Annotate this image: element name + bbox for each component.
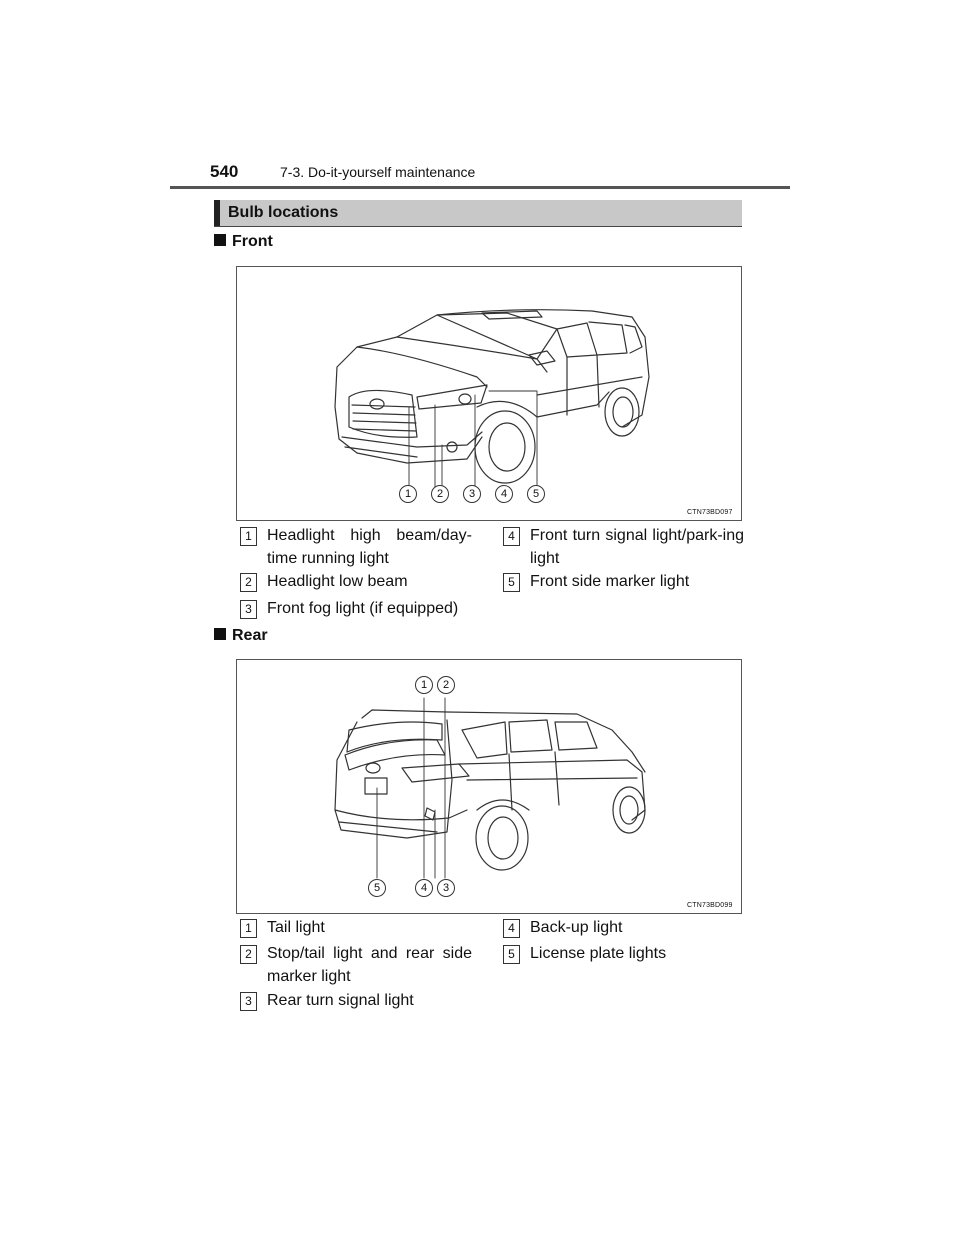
legend-text: Stop/tail light and rear side marker light bbox=[267, 945, 472, 985]
legend-text: License plate lights bbox=[530, 945, 667, 962]
legend-number: 3 bbox=[240, 600, 257, 619]
front-legend-item bbox=[240, 597, 470, 621]
front-legend-item bbox=[503, 570, 743, 594]
rear-callout-2: 2 bbox=[437, 676, 455, 694]
legend-number: 1 bbox=[240, 527, 257, 546]
front-figure-code: CTN73BD097 bbox=[687, 509, 733, 516]
square-bullet-icon bbox=[214, 628, 226, 640]
front-callout-4: 4 bbox=[495, 485, 513, 503]
rear-legend-item bbox=[240, 942, 470, 990]
rear-vehicle-illustration bbox=[237, 660, 741, 913]
rear-heading bbox=[214, 627, 268, 645]
rear-callout-5: 5 bbox=[368, 879, 386, 897]
front-callout-5: 5 bbox=[527, 485, 545, 503]
legend-text: Rear turn signal light bbox=[267, 992, 414, 1009]
front-heading-text: Front bbox=[232, 233, 273, 250]
rear-heading-text: Rear bbox=[232, 627, 268, 644]
legend-number: 2 bbox=[240, 945, 257, 964]
rear-figure-code: CTN73BD099 bbox=[687, 902, 733, 909]
header-rule bbox=[170, 186, 790, 189]
rear-legend-item bbox=[503, 942, 743, 966]
section-heading-underline bbox=[214, 226, 742, 227]
front-legend-item bbox=[503, 524, 743, 572]
rear-legend-item bbox=[503, 916, 743, 940]
rear-callout-3: 3 bbox=[437, 879, 455, 897]
legend-number: 4 bbox=[503, 527, 520, 546]
page-number: 540 bbox=[210, 162, 239, 181]
legend-text: Front fog light (if equipped) bbox=[267, 600, 459, 617]
square-bullet-icon bbox=[214, 234, 226, 246]
legend-text: Headlight high beam/day-time running light bbox=[267, 527, 472, 567]
rear-callout-4: 4 bbox=[415, 879, 433, 897]
front-vehicle-illustration bbox=[237, 267, 741, 520]
legend-number: 1 bbox=[240, 919, 257, 938]
legend-number: 4 bbox=[503, 919, 520, 938]
front-callout-3: 3 bbox=[463, 485, 481, 503]
legend-text: Front side marker light bbox=[530, 573, 690, 590]
legend-number: 5 bbox=[503, 945, 520, 964]
section-heading bbox=[214, 200, 742, 226]
rear-legend-item bbox=[240, 989, 470, 1013]
front-heading bbox=[214, 233, 273, 251]
rear-figure bbox=[236, 659, 742, 914]
front-legend-item bbox=[240, 570, 470, 594]
front-legend-item bbox=[240, 524, 470, 572]
rear-legend-item bbox=[240, 916, 470, 940]
front-callout-2: 2 bbox=[431, 485, 449, 503]
legend-number: 5 bbox=[503, 573, 520, 592]
front-callout-1: 1 bbox=[399, 485, 417, 503]
legend-text: Front turn signal light/park-ing light bbox=[530, 527, 744, 567]
legend-text: Back-up light bbox=[530, 919, 623, 936]
front-figure bbox=[236, 266, 742, 521]
legend-text: Headlight low beam bbox=[267, 573, 408, 590]
legend-number: 3 bbox=[240, 992, 257, 1011]
section-heading-bar bbox=[214, 200, 220, 226]
rear-callout-1: 1 bbox=[415, 676, 433, 694]
legend-number: 2 bbox=[240, 573, 257, 592]
legend-text: Tail light bbox=[267, 919, 325, 936]
section-heading-text: Bulb locations bbox=[228, 204, 339, 221]
chapter-title: 7-3. Do-it-yourself maintenance bbox=[280, 164, 476, 180]
